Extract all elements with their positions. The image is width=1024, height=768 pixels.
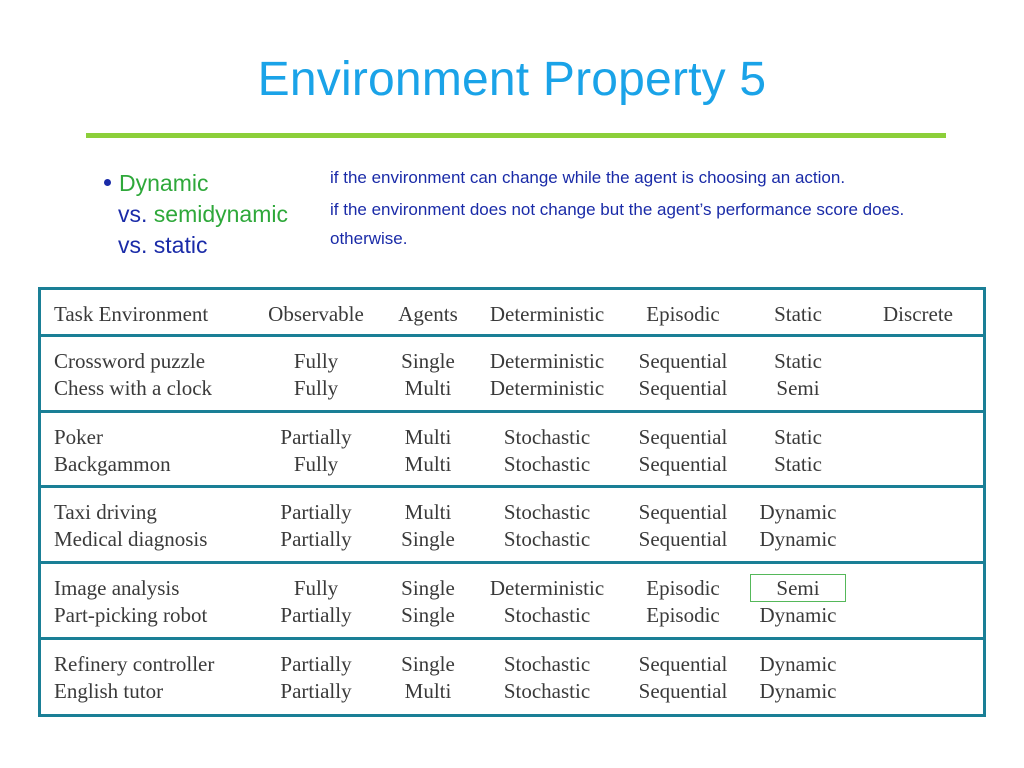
- definition-semidynamic: if the environment does not change but the agent’s performance score does.: [330, 200, 905, 219]
- table-cell: Semi: [776, 576, 820, 600]
- table-cell: Sequential: [638, 349, 728, 373]
- table-cell: Partially: [280, 425, 352, 449]
- table-cell: Sequential: [638, 376, 728, 400]
- table-cell: Sequential: [638, 527, 728, 551]
- table-cell: Dynamic: [759, 603, 837, 627]
- task-environment-cell: Crossword puzzle: [54, 349, 206, 373]
- table-cell: Partially: [280, 679, 352, 703]
- table-cell: Stochastic: [503, 425, 591, 449]
- bullet-dot-icon: [104, 179, 111, 186]
- table-cell: Stochastic: [503, 500, 591, 524]
- table-cell: Stochastic: [503, 652, 591, 676]
- bullet-line-2: [104, 199, 288, 230]
- group-separator: [41, 561, 983, 564]
- table-cell: Sequential: [638, 679, 728, 703]
- table-cell: Multi: [404, 425, 452, 449]
- table-cell: Stochastic: [503, 452, 591, 476]
- vs-label: vs.: [118, 201, 154, 227]
- table-cell: Fully: [293, 349, 339, 373]
- table-cell: Deterministic: [489, 376, 605, 400]
- table-cell: Episodic: [646, 576, 720, 600]
- task-environment-cell: Backgammon: [54, 452, 171, 476]
- table-cell: Multi: [404, 679, 452, 703]
- bullet-block: [104, 168, 288, 261]
- table-cell: Sequential: [638, 652, 728, 676]
- table-cell: Single: [401, 603, 455, 627]
- table-cell: Single: [401, 652, 455, 676]
- task-environment-cell: Medical diagnosis: [54, 527, 208, 551]
- group-separator: [41, 637, 983, 640]
- table-cell: Dynamic: [759, 652, 837, 676]
- group-separator: [41, 410, 983, 413]
- table-cell: Dynamic: [759, 527, 837, 551]
- table-cell: Dynamic: [759, 500, 837, 524]
- table-cell: Semi: [776, 376, 820, 400]
- table-cell: Multi: [404, 500, 452, 524]
- table-cell: Fully: [293, 376, 339, 400]
- table-cell: Single: [401, 349, 455, 373]
- table-cell: Deterministic: [489, 576, 605, 600]
- task-environment-cell: Chess with a clock: [54, 376, 213, 400]
- definition-static: otherwise.: [330, 229, 408, 248]
- column-header: Deterministic: [489, 302, 605, 326]
- table-cell: Episodic: [646, 603, 720, 627]
- column-header: Discrete: [883, 302, 953, 326]
- table-cell: Deterministic: [489, 349, 605, 373]
- table-cell: Static: [774, 425, 822, 449]
- task-environment-cell: Poker: [54, 425, 103, 449]
- table-cell: Partially: [280, 652, 352, 676]
- table-cell: Multi: [404, 452, 452, 476]
- column-header: Episodic: [646, 302, 720, 326]
- column-header: Static: [774, 302, 822, 326]
- table-cell: Fully: [293, 576, 339, 600]
- table-cell: Static: [774, 349, 822, 373]
- task-environment-cell: English tutor: [54, 679, 164, 703]
- column-header: Observable: [268, 302, 364, 326]
- table-cell: Sequential: [638, 425, 728, 449]
- bullet-line-1: [104, 168, 288, 199]
- table-cell: Fully: [293, 452, 339, 476]
- highlighted-cell-box: [750, 574, 846, 602]
- table-cell: Single: [401, 527, 455, 551]
- term-dynamic: Dynamic: [119, 170, 209, 196]
- table-cell: Static: [774, 452, 822, 476]
- environment-table: [38, 287, 986, 717]
- term-semidynamic: semidynamic: [153, 201, 288, 227]
- definition-dynamic: if the environment can change while the agent is choosing an action.: [330, 168, 846, 187]
- table-cell: Partially: [280, 527, 352, 551]
- bullet-line-3: vs. static: [118, 232, 208, 258]
- table-cell: Stochastic: [503, 603, 591, 627]
- task-environment-cell: Refinery controller: [54, 652, 215, 676]
- table-cell: Sequential: [638, 452, 728, 476]
- slide-title: Environment Property 5: [257, 53, 767, 106]
- table-cell: Stochastic: [503, 679, 591, 703]
- column-header: Agents: [398, 302, 458, 326]
- column-header: Task Environment: [54, 302, 209, 326]
- table-cell: Single: [401, 576, 455, 600]
- title-underline: [86, 133, 946, 138]
- task-environment-cell: Taxi driving: [54, 500, 157, 524]
- table-cell: Partially: [280, 500, 352, 524]
- table-cell: Stochastic: [503, 527, 591, 551]
- group-separator: [41, 334, 983, 337]
- group-separator: [41, 485, 983, 488]
- table-cell: Dynamic: [759, 679, 837, 703]
- table-cell: Sequential: [638, 500, 728, 524]
- task-environment-cell: Part-picking robot: [54, 603, 208, 627]
- table-cell: Partially: [280, 603, 352, 627]
- task-environment-cell: Image analysis: [54, 576, 180, 600]
- table-cell: Multi: [404, 376, 452, 400]
